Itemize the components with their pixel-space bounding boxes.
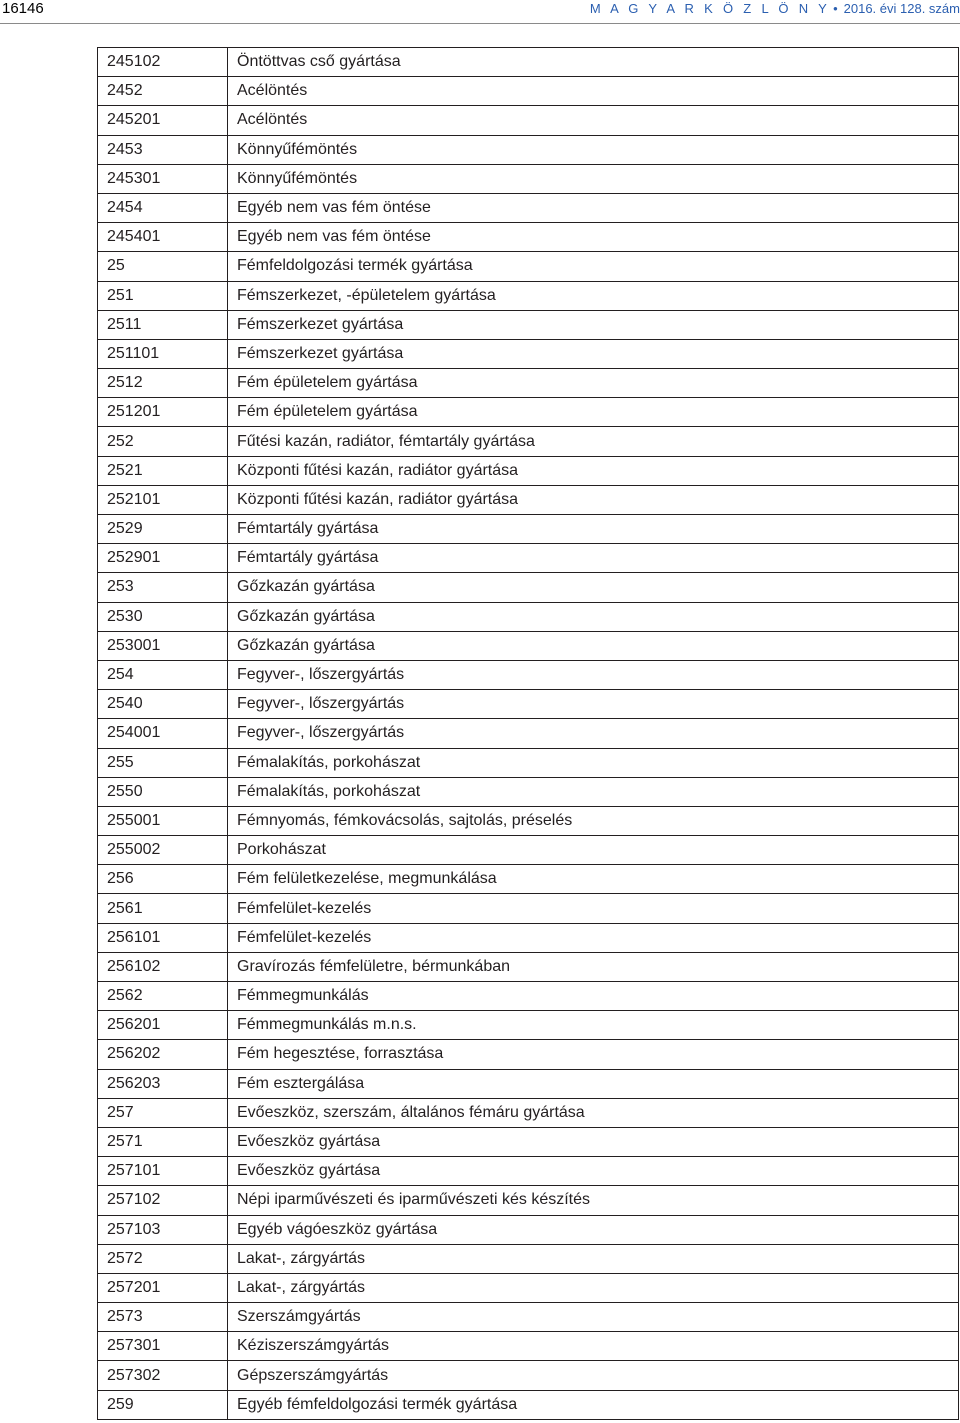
table-row xyxy=(98,631,959,660)
activity-code-cell: 245102 xyxy=(98,48,228,77)
issue-label: 2016. évi 128. szám xyxy=(843,1,960,16)
activity-name-cell: Gőzkazán gyártása xyxy=(228,602,959,631)
table-row xyxy=(98,806,959,835)
activity-name-cell: Fémmegmunkálás m.n.s. xyxy=(228,1011,959,1040)
activity-code-cell: 255 xyxy=(98,748,228,777)
activity-code-cell: 257103 xyxy=(98,1215,228,1244)
activity-name-cell: Kéziszerszámgyártás xyxy=(228,1332,959,1361)
table-row xyxy=(98,719,959,748)
activity-code-cell: 253001 xyxy=(98,631,228,660)
table-row xyxy=(98,748,959,777)
activity-name-cell: Egyéb nem vas fém öntése xyxy=(228,193,959,222)
table-row xyxy=(98,836,959,865)
table-row xyxy=(98,1011,959,1040)
activity-code-cell: 2573 xyxy=(98,1303,228,1332)
activity-code-cell: 2521 xyxy=(98,456,228,485)
table-row xyxy=(98,982,959,1011)
table-row xyxy=(98,252,959,281)
activity-code-cell: 254 xyxy=(98,660,228,689)
activity-code-cell: 257302 xyxy=(98,1361,228,1390)
table-row xyxy=(98,1361,959,1390)
table-row xyxy=(98,777,959,806)
activity-name-cell: Fémalakítás, porkohászat xyxy=(228,748,959,777)
activity-name-cell: Egyéb vágóeszköz gyártása xyxy=(228,1215,959,1244)
activity-name-cell: Fémmegmunkálás xyxy=(228,982,959,1011)
activity-name-cell: Fémszerkezet, -épületelem gyártása xyxy=(228,281,959,310)
activity-name-cell: Fegyver-, lőszergyártás xyxy=(228,690,959,719)
activity-name-cell: Gőzkazán gyártása xyxy=(228,631,959,660)
table-row xyxy=(98,952,959,981)
activity-code-cell: 251101 xyxy=(98,339,228,368)
activity-name-cell: Fém épületelem gyártása xyxy=(228,398,959,427)
activity-name-cell: Fém hegesztése, forrasztása xyxy=(228,1040,959,1069)
activity-name-cell: Öntöttvas cső gyártása xyxy=(228,48,959,77)
activity-name-cell: Fémtartály gyártása xyxy=(228,544,959,573)
activity-code-cell: 256 xyxy=(98,865,228,894)
activity-name-cell: Acélöntés xyxy=(228,106,959,135)
activity-name-cell: Fémfelület-kezelés xyxy=(228,923,959,952)
activity-name-cell: Lakat-, zárgyártás xyxy=(228,1273,959,1302)
activity-code-cell: 252101 xyxy=(98,485,228,514)
activity-code-cell: 2561 xyxy=(98,894,228,923)
table-row xyxy=(98,1215,959,1244)
table-row xyxy=(98,515,959,544)
activity-name-cell: Központi fűtési kazán, radiátor gyártása xyxy=(228,456,959,485)
activity-code-cell: 256101 xyxy=(98,923,228,952)
activity-code-cell: 257301 xyxy=(98,1332,228,1361)
table-row xyxy=(98,573,959,602)
activity-code-cell: 259 xyxy=(98,1390,228,1419)
activity-code-cell: 2512 xyxy=(98,369,228,398)
activity-code-cell: 255001 xyxy=(98,806,228,835)
journal-title: M A G Y A R K Ö Z L Ö N Y xyxy=(589,1,831,16)
activity-code-cell: 2511 xyxy=(98,310,228,339)
activity-name-cell: Egyéb fémfeldolgozási termék gyártása xyxy=(228,1390,959,1419)
table-row xyxy=(98,544,959,573)
activity-name-cell: Porkohászat xyxy=(228,836,959,865)
table-row xyxy=(98,690,959,719)
activity-name-cell: Fémtartály gyártása xyxy=(228,515,959,544)
activity-name-cell: Szerszámgyártás xyxy=(228,1303,959,1332)
activity-code-cell: 252 xyxy=(98,427,228,456)
table-row xyxy=(98,865,959,894)
activity-name-cell: Egyéb nem vas fém öntése xyxy=(228,223,959,252)
table-row xyxy=(98,135,959,164)
activity-code-cell: 257201 xyxy=(98,1273,228,1302)
running-head xyxy=(590,1,960,17)
activity-name-cell: Fém épületelem gyártása xyxy=(228,369,959,398)
separator-bullet: • xyxy=(833,1,838,16)
activity-code-cell: 256203 xyxy=(98,1069,228,1098)
activity-code-cell: 256202 xyxy=(98,1040,228,1069)
table-row xyxy=(98,1127,959,1156)
activity-code-cell: 252901 xyxy=(98,544,228,573)
activity-code-cell: 257102 xyxy=(98,1186,228,1215)
table-row xyxy=(98,1303,959,1332)
activity-name-cell: Evőeszköz gyártása xyxy=(228,1127,959,1156)
activity-code-cell: 245301 xyxy=(98,164,228,193)
table-row xyxy=(98,1273,959,1302)
activity-name-cell: Gőzkazán gyártása xyxy=(228,573,959,602)
table-row xyxy=(98,106,959,135)
activity-code-cell: 2572 xyxy=(98,1244,228,1273)
activity-code-cell: 25 xyxy=(98,252,228,281)
table-body xyxy=(98,48,959,1420)
table-row xyxy=(98,193,959,222)
table-row xyxy=(98,1098,959,1127)
table-row xyxy=(98,281,959,310)
activity-name-cell: Központi fűtési kazán, radiátor gyártása xyxy=(228,485,959,514)
activity-code-cell: 2453 xyxy=(98,135,228,164)
table-row xyxy=(98,223,959,252)
activity-code-cell: 2530 xyxy=(98,602,228,631)
table-row xyxy=(98,894,959,923)
activity-name-cell: Fémnyomás, fémkovácsolás, sajtolás, préselés xyxy=(228,806,959,835)
activity-name-cell: Fém felületkezelése, megmunkálása xyxy=(228,865,959,894)
table-row xyxy=(98,164,959,193)
activity-code-cell: 253 xyxy=(98,573,228,602)
activity-code-cell: 2562 xyxy=(98,982,228,1011)
activity-name-cell: Fémalakítás, porkohászat xyxy=(228,777,959,806)
activity-code-cell: 251 xyxy=(98,281,228,310)
activity-code-cell: 2452 xyxy=(98,77,228,106)
table-row xyxy=(98,1244,959,1273)
activity-code-cell: 2529 xyxy=(98,515,228,544)
activity-code-cell: 2540 xyxy=(98,690,228,719)
activity-name-cell: Fűtési kazán, radiátor, fémtartály gyártása xyxy=(228,427,959,456)
activity-code-cell: 2550 xyxy=(98,777,228,806)
table-row xyxy=(98,1390,959,1419)
table-row xyxy=(98,369,959,398)
table-row xyxy=(98,427,959,456)
activity-code-cell: 2454 xyxy=(98,193,228,222)
activity-name-cell: Gravírozás fémfelületre, bérmunkában xyxy=(228,952,959,981)
activity-code-cell: 256201 xyxy=(98,1011,228,1040)
table-row xyxy=(98,48,959,77)
activity-name-cell: Fémfelület-kezelés xyxy=(228,894,959,923)
activity-name-cell: Népi iparművészeti és iparművészeti kés készítés xyxy=(228,1186,959,1215)
activity-name-cell: Fémfeldolgozási termék gyártása xyxy=(228,252,959,281)
page-number: 16146 xyxy=(2,0,44,17)
table-row xyxy=(98,339,959,368)
table-row xyxy=(98,77,959,106)
activity-code-cell: 256102 xyxy=(98,952,228,981)
table-row xyxy=(98,398,959,427)
table-row xyxy=(98,456,959,485)
table-row xyxy=(98,923,959,952)
page-header xyxy=(0,0,960,24)
activity-code-cell: 245201 xyxy=(98,106,228,135)
activity-name-cell: Fémszerkezet gyártása xyxy=(228,339,959,368)
table-row xyxy=(98,1332,959,1361)
activity-code-cell: 257 xyxy=(98,1098,228,1127)
activity-name-cell: Gépszerszámgyártás xyxy=(228,1361,959,1390)
activity-name-cell: Evőeszköz gyártása xyxy=(228,1157,959,1186)
table-row xyxy=(98,660,959,689)
activity-code-cell: 251201 xyxy=(98,398,228,427)
activity-name-cell: Fém esztergálása xyxy=(228,1069,959,1098)
activity-name-cell: Fémszerkezet gyártása xyxy=(228,310,959,339)
table-row xyxy=(98,1040,959,1069)
activity-code-table xyxy=(97,47,959,1420)
activity-code-cell: 255002 xyxy=(98,836,228,865)
activity-code-cell: 254001 xyxy=(98,719,228,748)
activity-name-cell: Könnyűfémöntés xyxy=(228,135,959,164)
activity-code-cell: 2571 xyxy=(98,1127,228,1156)
activity-name-cell: Evőeszköz, szerszám, általános fémáru gyártása xyxy=(228,1098,959,1127)
table-row xyxy=(98,485,959,514)
table-row xyxy=(98,602,959,631)
activity-name-cell: Fegyver-, lőszergyártás xyxy=(228,719,959,748)
table-row xyxy=(98,310,959,339)
activity-name-cell: Fegyver-, lőszergyártás xyxy=(228,660,959,689)
table-row xyxy=(98,1069,959,1098)
activity-name-cell: Könnyűfémöntés xyxy=(228,164,959,193)
activity-name-cell: Acélöntés xyxy=(228,77,959,106)
activity-name-cell: Lakat-, zárgyártás xyxy=(228,1244,959,1273)
table-row xyxy=(98,1157,959,1186)
activity-code-cell: 245401 xyxy=(98,223,228,252)
activity-code-cell: 257101 xyxy=(98,1157,228,1186)
table-row xyxy=(98,1186,959,1215)
